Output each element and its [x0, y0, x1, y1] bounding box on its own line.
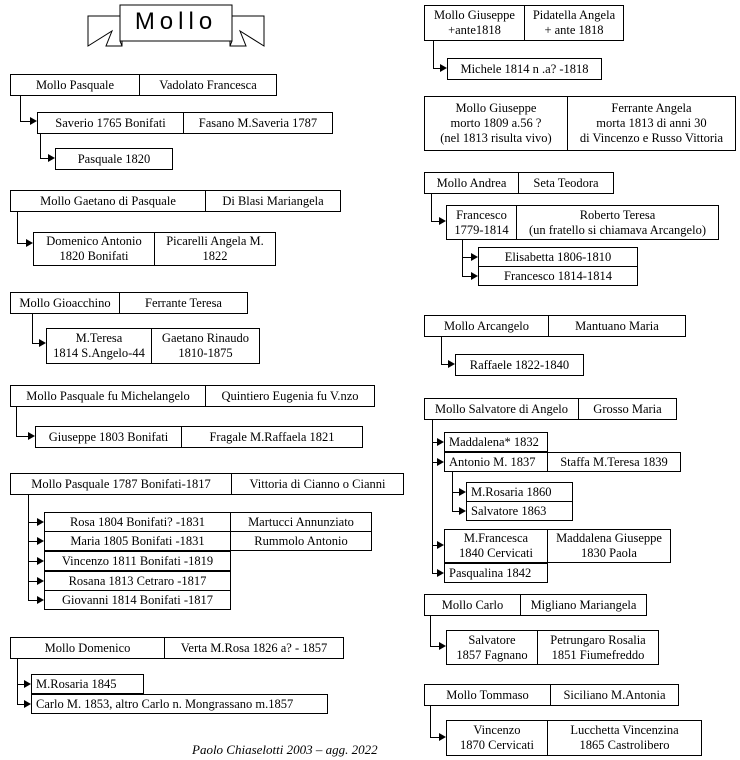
- connector-line: [17, 704, 24, 705]
- person-box: Mollo Carlo: [424, 594, 521, 616]
- arrow-icon: [37, 596, 44, 604]
- arrow-icon: [37, 518, 44, 526]
- connector-line: [431, 221, 439, 222]
- arrow-icon: [24, 700, 31, 708]
- connector-line: [430, 646, 439, 647]
- person-box: Mollo Pasquale 1787 Bonifati-1817: [10, 473, 232, 495]
- connector-line: [40, 158, 48, 159]
- spouse-box: Ferrante Teresa: [119, 292, 248, 314]
- connector-line: [462, 276, 471, 277]
- spouse-box: Martucci Annunziato: [230, 512, 372, 532]
- arrow-icon: [26, 239, 33, 247]
- spouse-box: Ferrante Angela morta 1813 di anni 30 di Vincenzo e Russo Vittoria: [567, 96, 736, 151]
- spouse-box: Staffa M.Teresa 1839: [547, 452, 681, 472]
- arrow-icon: [437, 458, 444, 466]
- spouse-box: Migliano Mariangela: [520, 594, 647, 616]
- arrow-icon: [48, 154, 55, 162]
- spouse-box: Fasano M.Saveria 1787: [183, 112, 333, 134]
- arrow-icon: [37, 577, 44, 585]
- connector-line: [441, 337, 442, 365]
- connector-line: [28, 495, 29, 601]
- author-credit: Paolo Chiaselotti 2003 – agg. 2022: [192, 742, 378, 757]
- child-box: Maddalena* 1832: [444, 432, 548, 452]
- arrow-icon: [471, 272, 478, 280]
- connector-line: [40, 134, 41, 159]
- grandchild-box: Elisabetta 1806-1810: [478, 247, 638, 267]
- child-box: Rosana 1813 Cetraro -1817: [44, 571, 231, 591]
- arrow-icon: [437, 541, 444, 549]
- spouse-box: Mantuano Maria: [548, 315, 686, 337]
- connector-line: [32, 314, 33, 344]
- child-box: Domenico Antonio 1820 Bonifati: [33, 232, 155, 266]
- connector-line: [462, 257, 471, 258]
- page-title: Mollo: [134, 8, 218, 35]
- spouse-box: Quintiero Eugenia fu V.nzo: [205, 385, 375, 407]
- child-box: Giovanni 1814 Bonifati -1817: [44, 590, 231, 610]
- spouse-box: Fragale M.Raffaela 1821: [181, 426, 363, 448]
- connector-line: [28, 600, 37, 601]
- arrow-icon: [439, 642, 446, 650]
- child-box: Vincenzo 1811 Bonifati -1819: [44, 551, 231, 571]
- arrow-icon: [471, 253, 478, 261]
- arrow-icon: [39, 339, 46, 347]
- arrow-icon: [448, 360, 455, 368]
- person-box: Mollo Salvatore di Angelo: [424, 398, 579, 420]
- child-box: Rosa 1804 Bonifati? -1831: [44, 512, 231, 532]
- arrow-icon: [37, 557, 44, 565]
- arrow-icon: [37, 537, 44, 545]
- spouse-box: Vittoria di Cianno o Cianni: [231, 473, 404, 495]
- spouse-box: Seta Teodora: [518, 172, 614, 194]
- connector-line: [32, 343, 39, 344]
- connector-line: [462, 240, 463, 277]
- connector-line: [433, 68, 440, 69]
- connector-line: [28, 541, 37, 542]
- spouse-box: Picarelli Angela M. 1822: [154, 232, 276, 266]
- child-box: Michele 1814 n .a? -1818: [447, 58, 602, 80]
- connector-line: [430, 706, 431, 738]
- arrow-icon: [440, 64, 447, 72]
- spouse-box: Petrungaro Rosalia 1851 Fiumefreddo: [537, 630, 659, 665]
- spouse-box: Lucchetta Vincenzina 1865 Castrolibero: [547, 720, 702, 756]
- arrow-icon: [30, 117, 37, 125]
- person-box: Mollo Pasquale fu Michelangelo: [10, 385, 206, 407]
- connector-line: [17, 212, 18, 244]
- connector-line: [16, 436, 28, 437]
- connector-line: [441, 364, 448, 365]
- child-box: Raffaele 1822-1840: [455, 354, 584, 376]
- connector-line: [17, 659, 18, 705]
- connector-line: [431, 194, 432, 222]
- person-box: Mollo Andrea: [424, 172, 519, 194]
- connector-line: [28, 522, 37, 523]
- spouse-box: Verta M.Rosa 1826 a? - 1857: [164, 637, 344, 659]
- arrow-icon: [28, 432, 35, 440]
- child-box: M.Rosaria 1845: [31, 674, 144, 694]
- person-box: Mollo Giuseppe morto 1809 a.56 ? (nel 1813 risulta vivo): [424, 96, 568, 151]
- connector-line: [17, 243, 26, 244]
- spouse-box: Gaetano Rinaudo 1810-1875: [151, 328, 260, 364]
- connector-line: [432, 420, 433, 574]
- grandchild-box: Francesco 1814-1814: [478, 266, 638, 286]
- child-box: M.Teresa 1814 S.Angelo-44: [46, 328, 152, 364]
- spouse-box: Pidatella Angela + ante 1818: [524, 5, 624, 41]
- child-box: Salvatore 1857 Fagnano: [446, 630, 538, 665]
- child-box: Pasqualina 1842: [444, 563, 548, 583]
- arrow-icon: [24, 680, 31, 688]
- child-box: Giuseppe 1803 Bonifati: [35, 426, 182, 448]
- connector-line: [28, 561, 37, 562]
- child-box: Antonio M. 1837: [444, 452, 548, 472]
- connector-line: [17, 684, 24, 685]
- arrow-icon: [439, 217, 446, 225]
- arrow-icon: [437, 438, 444, 446]
- spouse-box: Vadolato Francesca: [139, 74, 277, 96]
- connector-line: [28, 581, 37, 582]
- person-box: Mollo Domenico: [10, 637, 165, 659]
- spouse-box: Grosso Maria: [578, 398, 677, 420]
- connector-line: [16, 407, 17, 437]
- spouse-box: Roberto Teresa (un fratello si chiamava Arcangelo): [516, 205, 719, 240]
- spouse-box: Di Blasi Mariangela: [205, 190, 341, 212]
- person-box: Mollo Arcangelo: [424, 315, 549, 337]
- connector-line: [20, 96, 21, 122]
- child-box: Maria 1805 Bonifati -1831: [44, 531, 231, 551]
- arrow-icon: [437, 569, 444, 577]
- connector-line: [20, 121, 30, 122]
- person-box: Mollo Gaetano di Pasquale: [10, 190, 206, 212]
- connector-line: [452, 492, 459, 493]
- person-box: Mollo Tommaso: [424, 684, 551, 706]
- spouse-box: Rummolo Antonio: [230, 531, 372, 551]
- connector-line: [430, 737, 439, 738]
- arrow-icon: [439, 733, 446, 741]
- connector-line: [430, 616, 431, 647]
- child-box: M.Francesca 1840 Cervicati: [444, 529, 548, 563]
- child-box: Saverio 1765 Bonifati: [37, 112, 184, 134]
- person-box: Mollo Pasquale: [10, 74, 140, 96]
- child-box: Carlo M. 1853, altro Carlo n. Mongrassano m.1857: [31, 694, 328, 714]
- grandchild-box: Pasquale 1820: [55, 148, 173, 170]
- child-box: Vincenzo 1870 Cervicati: [446, 720, 548, 756]
- connector-line: [433, 41, 434, 69]
- grandchild-box: Salvatore 1863: [466, 501, 573, 521]
- person-box: Mollo Gioacchino: [10, 292, 120, 314]
- arrow-icon: [459, 507, 466, 515]
- spouse-box: Siciliano M.Antonia: [550, 684, 679, 706]
- spouse-box: Maddalena Giuseppe 1830 Paola: [547, 529, 671, 563]
- connector-line: [452, 511, 459, 512]
- child-box: Francesco 1779-1814: [446, 205, 517, 240]
- person-box: Mollo Giuseppe +ante1818: [424, 5, 525, 41]
- arrow-icon: [459, 488, 466, 496]
- grandchild-box: M.Rosaria 1860: [466, 482, 573, 502]
